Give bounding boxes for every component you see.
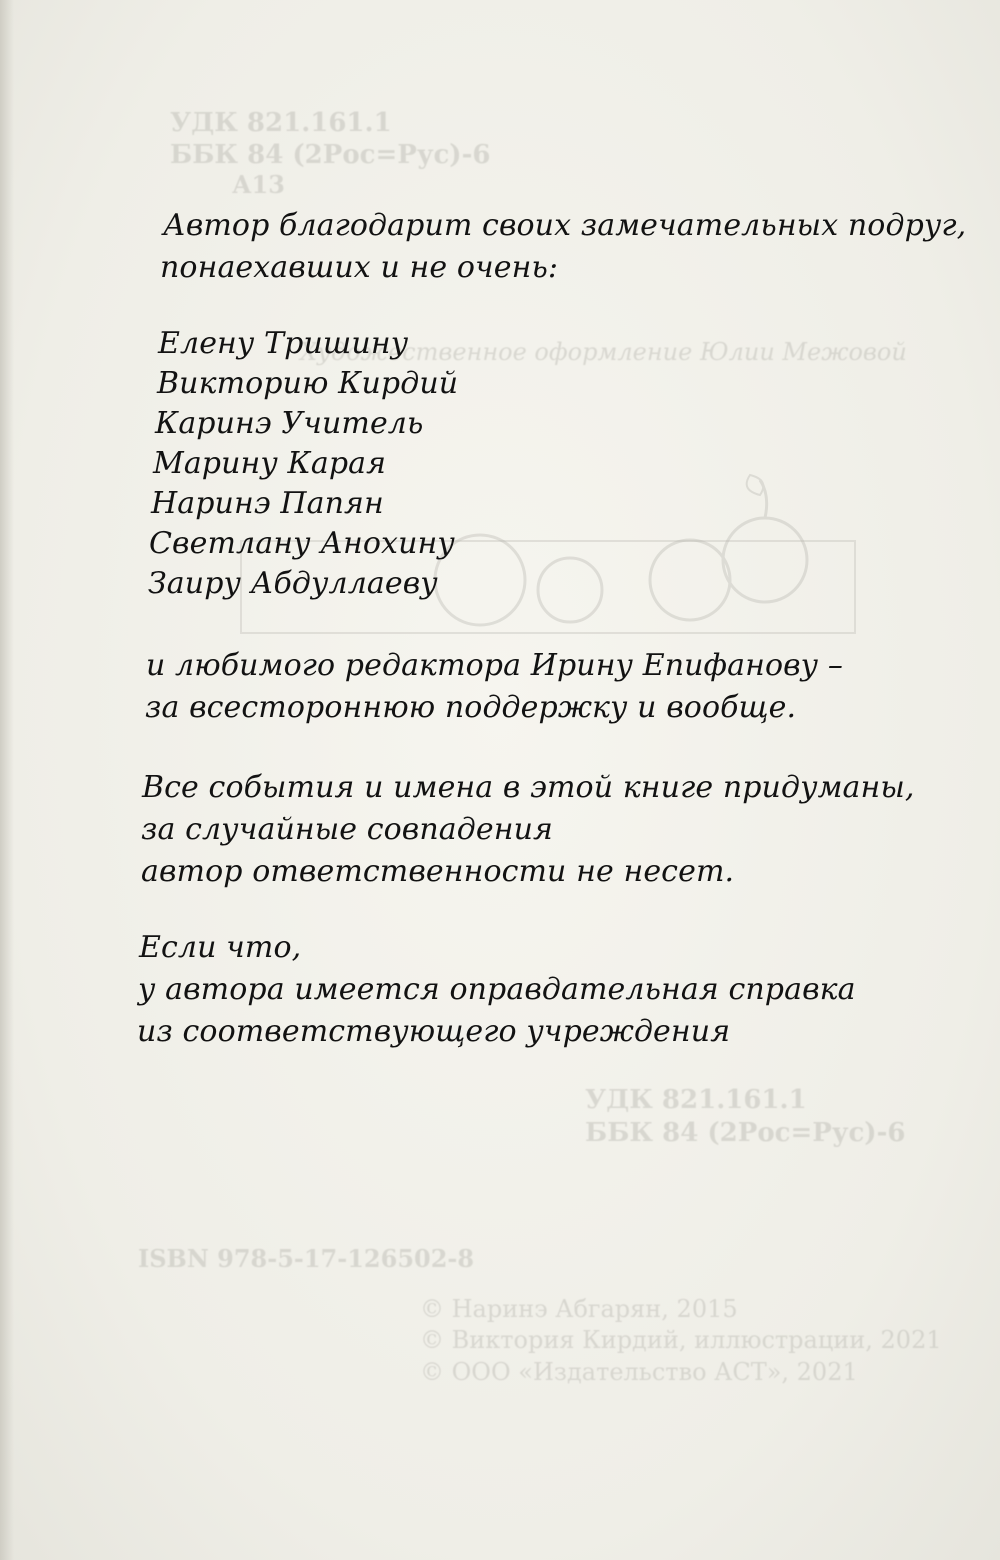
disclaimer-line-1: Все события и имена в этой книге придуманы, — [142, 770, 915, 805]
page-gutter-shadow — [0, 0, 14, 1560]
note-line-2: у автора имеется оправдательная справка — [138, 972, 856, 1007]
bleed-udk-top: УДК 821.161.1 — [170, 108, 392, 138]
bleed-design: Художественное оформление Юлии Межовой — [300, 338, 907, 366]
name-item: Заиру Абдуллаеву — [148, 566, 438, 601]
bleed-copyright-2: © Виктория Кирдий, иллюстрации, 2021 — [420, 1326, 942, 1354]
bleed-udk-bottom: УДК 821.161.1 — [585, 1085, 807, 1115]
note-line-1: Если что, — [139, 930, 302, 965]
note-line-3: из соответствующего учреждения — [137, 1014, 731, 1049]
thanks-line-2: понаехавших и не очень: — [160, 250, 559, 285]
bleed-apples-illustration — [420, 470, 840, 640]
bleed-copyright-1: © Наринэ Абгарян, 2015 — [420, 1295, 738, 1323]
disclaimer-line-2: за случайные совпадения — [141, 812, 553, 847]
thanks-line-1: Автор благодарит своих замечательных подруг, — [163, 208, 967, 243]
name-item: Викторию Кирдий — [157, 366, 459, 401]
name-item: Наринэ Папян — [151, 486, 384, 521]
bleed-copyright-3: © ООО «Издательство АСТ», 2021 — [420, 1358, 858, 1386]
disclaimer-line-3: автор ответственности не несет. — [141, 854, 735, 889]
name-item: Елену Тришину — [158, 326, 409, 361]
name-item: Светлану Анохину — [149, 526, 455, 561]
bleed-bbk-top: ББК 84 (2Рос=Рус)-6 — [170, 140, 491, 170]
bleed-isbn: ISBN 978-5-17-126502-8 — [138, 1244, 475, 1273]
bleed-bbk-bottom: ББК 84 (2Рос=Рус)-6 — [585, 1118, 906, 1148]
editor-line-1: и любимого редактора Ирину Епифанову – — [146, 648, 843, 683]
editor-line-2: за всестороннюю поддержку и вообще. — [145, 690, 797, 725]
name-item: Каринэ Учитель — [155, 406, 424, 441]
name-item: Марину Карая — [153, 446, 387, 481]
bleed-code: А13 — [232, 170, 285, 199]
